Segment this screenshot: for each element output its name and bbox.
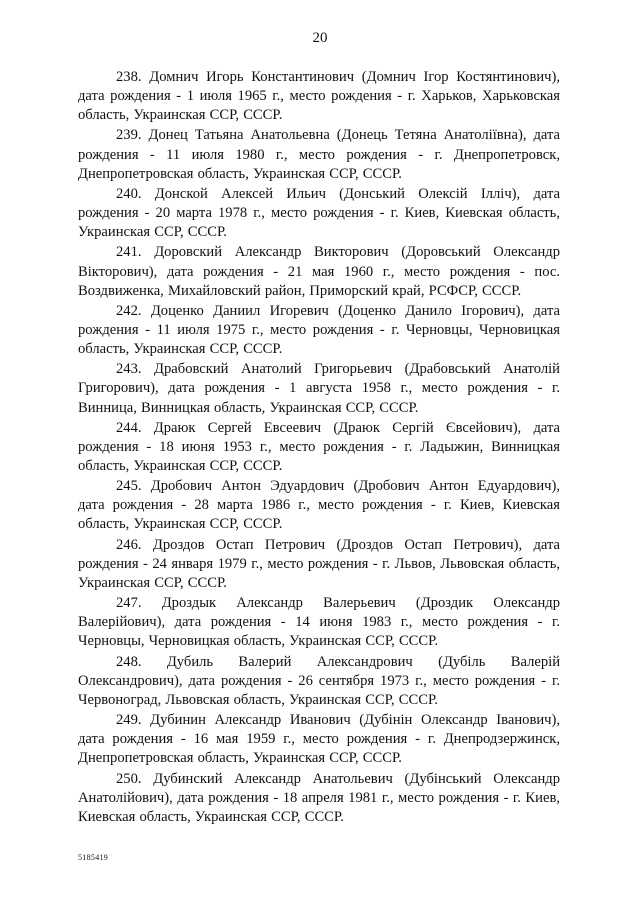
list-item: 238. Домнич Игорь Константинович (Домнич Ігор Костянтинович), дата рождения - 1 июля 1965 г., место рождения - г. Харьков, Харьковская область, Украинская ССР, СССР. bbox=[78, 69, 560, 124]
entry-list bbox=[78, 68, 560, 828]
page-number: 20 bbox=[312, 30, 328, 46]
list-item: 247. Дроздык Александр Валерьевич (Дроздик Олександр Валерійович), дата рождения - 14 июня 1983 г., место рождения - г. Черновцы, Черновицкая область, Украинская ССР, СССР. bbox=[78, 595, 560, 650]
list-item: 248. Дубиль Валерий Александрович (Дубіль Валерій Олександрович), дата рождения - 26 сентября 1973 г., место рождения - г. Червоноград, Львовская область, Украинская ССР, СССР. bbox=[78, 653, 560, 708]
list-item: 245. Дробович Антон Эдуардович (Дробович Антон Едуардович), дата рождения - 28 марта 1986 г., место рождения - г. Киев, Киевская область, Украинская ССР, СССР. bbox=[78, 478, 560, 533]
list-item: 250. Дубинский Александр Анатольевич (Дубінський Олександр Анатолійович), дата рождения - 18 апреля 1981 г., место рождения - г. Киев, Киевская область, Украинская ССР, СССР. bbox=[78, 770, 560, 825]
list-item: 242. Доценко Даниил Игоревич (Доценко Данило Ігорович), дата рождения - 11 июля 1975 г., место рождения - г. Черновцы, Черновицкая область, Украинская ССР, СССР. bbox=[78, 302, 560, 358]
list-item: 241. Доровский Александр Викторович (Доровський Олександр Вікторович), дата рождения - 21 мая 1960 г., место рождения - пос. Воздвиженка, Михайловский район, Приморский край, РСФСР, СССР. bbox=[78, 244, 560, 299]
document-code: 5185419 bbox=[78, 853, 109, 862]
list-item: 240. Донской Алексей Ильич (Донський Олексій Ілліч), дата рождения - 20 марта 1978 г., место рождения - г. Киев, Киевская область, Украинская ССР, СССР. bbox=[78, 185, 560, 241]
list-item: 239. Донец Татьяна Анатольевна (Донець Тетяна Анатоліївна), дата рождения - 11 июля 1980 г., место рождения - г. Днепропетровск, Днепропетровская область, Украинская ССР, СССР. bbox=[78, 127, 560, 182]
list-item: 243. Драбовский Анатолий Григорьевич (Драбовський Анатолій Григорович), дата рождения - 1 августа 1958 г., место рождения - г. Винница, Винницкая область, Украинская ССР, СССР. bbox=[78, 361, 560, 416]
list-item: 246. Дроздов Остап Петрович (Дроздов Остап Петрович), дата рождения - 24 января 1979 г., место рождения - г. Львов, Львовская область, Украинская ССР, СССР. bbox=[78, 536, 560, 591]
list-item: 244. Драюк Сергей Евсеевич (Драюк Сергій Євсейович), дата рождения - 18 июня 1953 г., место рождения - г. Ладыжин, Винницкая область, Украинская ССР, СССР. bbox=[78, 419, 560, 474]
list-item: 249. Дубинин Александр Иванович (Дубінін Олександр Іванович), дата рождения - 16 мая 1959 г., место рождения - г. Днепродзержинск, Днепропетровская область, Украинская ССР, СССР. bbox=[78, 712, 560, 767]
